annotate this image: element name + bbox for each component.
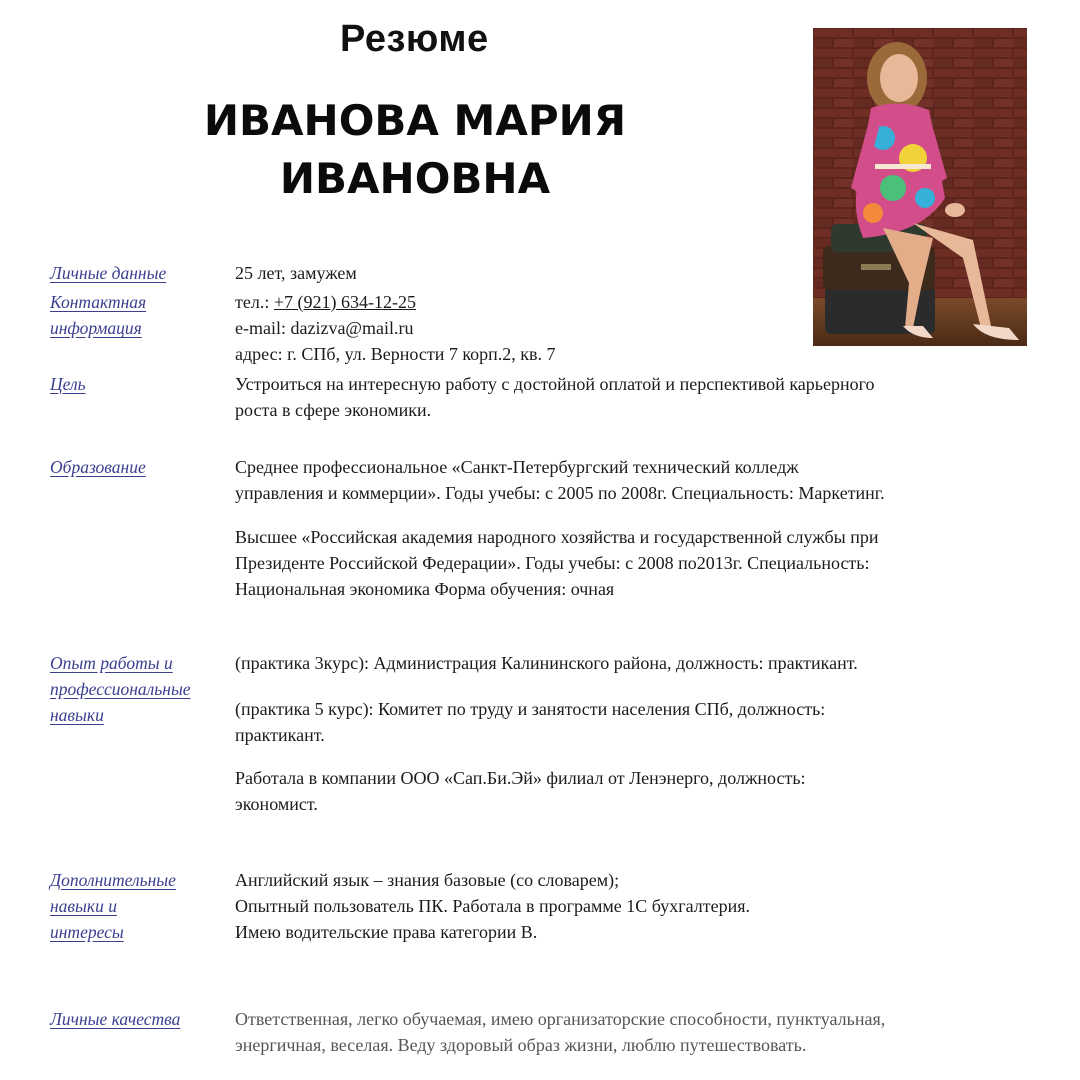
- contact-email: e-mail: dazizva@mail.ru: [235, 318, 414, 338]
- section-label-skills-line1: Дополнительные: [50, 870, 176, 890]
- contact-address: адрес: г. СПб, ул. Верности 7 корп.2, кв. 7: [235, 344, 556, 364]
- experience-entry-2: [235, 696, 1050, 748]
- skills-text: [235, 867, 1050, 945]
- candidate-name: [160, 92, 670, 208]
- qualities-line2: энергичная, веселая. Веду здоровый образ жизни, люблю путешествовать.: [235, 1035, 807, 1055]
- section-label-personal[interactable]: Личные данные: [50, 263, 167, 283]
- education-2-line1: Высшее «Российская академия народного хозяйства и государственной службы при: [235, 527, 879, 547]
- skills-line2: Опытный пользователь ПК. Работала в программе 1С бухгалтерия.: [235, 896, 751, 916]
- page-title: Резюме: [340, 18, 489, 60]
- qualities-text: [235, 1006, 1050, 1058]
- section-label-goal[interactable]: Цель: [50, 374, 86, 394]
- experience-3-line1: Работала в компании ООО «Сап.Би.Эй» филиал от Ленэнерго, должность:: [235, 768, 806, 788]
- section-label-experience-line1: Опыт работы и: [50, 653, 173, 673]
- experience-2-line2: практикант.: [235, 725, 325, 745]
- education-2-line3: Национальная экономика Форма обучения: очная: [235, 579, 615, 599]
- experience-entry-1: (практика 3курс): Администрация Калининского района, должность: практикант.: [235, 653, 858, 673]
- section-label-contact[interactable]: [50, 289, 235, 341]
- section-label-experience-line2: профессиональные: [50, 679, 191, 699]
- section-label-contact-line2: информация: [50, 318, 142, 338]
- phone-prefix: тел.:: [235, 292, 274, 312]
- section-label-experience-line3: навыки: [50, 705, 104, 725]
- section-label-education[interactable]: Образование: [50, 457, 146, 477]
- contact-info: [235, 289, 1050, 367]
- candidate-name-line2: ИВАНОВНА: [279, 154, 551, 203]
- goal-line2: роста в сфере экономики.: [235, 400, 432, 420]
- section-label-qualities[interactable]: Личные качества: [50, 1009, 181, 1029]
- section-label-experience[interactable]: [50, 650, 235, 728]
- education-1-line2: управления и коммерции». Годы учебы: с 2005 по 2008г. Специальность: Маркетинг.: [235, 483, 885, 503]
- phone-link[interactable]: +7 (921) 634-12-25: [273, 292, 416, 312]
- goal-line1: Устроиться на интересную работу с достойной оплатой и перспективой карьерного: [235, 374, 875, 394]
- education-2-line2: Президенте Российской Федерации». Годы учебы: с 2008 по2013г. Специальность:: [235, 553, 870, 573]
- experience-3-line2: экономист.: [235, 794, 318, 814]
- experience-2-line1: (практика 5 курс): Комитет по труду и занятости населения СПб, должность:: [235, 699, 826, 719]
- education-entry-1: [235, 454, 1050, 506]
- qualities-line1: Ответственная, легко обучаемая, имею организаторские способности, пунктуальная,: [235, 1009, 886, 1029]
- experience-entry-3: [235, 765, 1050, 817]
- section-label-skills-line2: навыки и: [50, 896, 117, 916]
- education-1-line1: Среднее профессиональное «Санкт-Петербургский технический колледж: [235, 457, 799, 477]
- section-label-skills-line3: интересы: [50, 922, 124, 942]
- skills-line1: Английский язык – знания базовые (со словарем);: [235, 870, 620, 890]
- candidate-name-line1: ИВАНОВА МАРИЯ: [203, 96, 627, 145]
- contact-phone-row: [235, 289, 1050, 315]
- personal-data-value: 25 лет, замужем: [235, 263, 357, 283]
- goal-text: [235, 371, 1050, 423]
- section-label-skills[interactable]: [50, 867, 235, 945]
- section-label-contact-line1: Контактная: [50, 292, 147, 312]
- skills-line3: Имею водительские права категории В.: [235, 922, 538, 942]
- education-entry-2: [235, 524, 1050, 602]
